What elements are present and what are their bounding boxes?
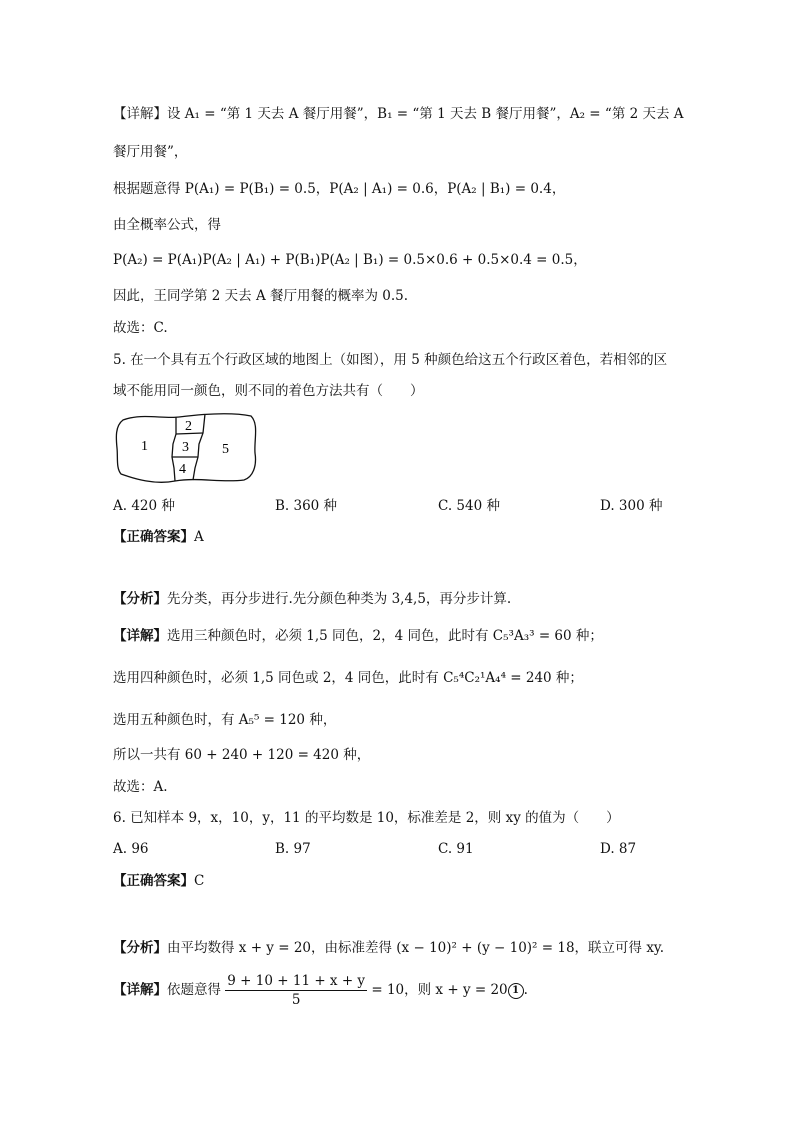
answer-value: C <box>194 873 205 889</box>
detail-line-5: P(A₂) = P(A₁)P(A₂ | A₁) + P(B₁)P(A₂ | B₁) = 0.5×0.6 + 0.5×0.4 = 0.5， <box>113 252 587 268</box>
analysis-label: 【分析】 <box>113 940 167 956</box>
q5-analysis <box>113 589 511 609</box>
map-label-5: 5 <box>222 442 229 457</box>
map-label-1: 1 <box>141 439 148 454</box>
region-map-figure <box>113 410 258 486</box>
q5-detail-5: 故选：A. <box>113 779 168 795</box>
answer-value: A <box>194 529 204 545</box>
detail-result: = 10，则 x + y = 20 <box>371 982 508 998</box>
detail-line-7: 故选：C. <box>113 320 168 336</box>
analysis-label: 【分析】 <box>113 591 167 607</box>
analysis-text: 由平均数得 x + y = 20，由标准差得 (x − 10)² + (y − 10)² = 18，联立可得 xy. <box>167 940 665 956</box>
question-5-line-2: 域不能用同一颜色，则不同的着色方法共有（ ） <box>113 383 424 399</box>
q5-detail-3: 选用五种颜色时，有 A₅⁵ = 120 种， <box>113 712 337 728</box>
detail-label: 【详解】 <box>113 982 167 998</box>
detail-line-2: 餐厅用餐”， <box>113 144 188 160</box>
q6-option-c: C. 91 <box>438 841 474 857</box>
q6-option-d: D. 87 <box>600 841 637 857</box>
detail-line-6: 因此，王同学第 2 天去 A 餐厅用餐的概率为 0.5. <box>113 288 409 304</box>
q5-detail-2: 选用四种颜色时，必须 1,5 同色或 2，4 同色，此时有 C₅⁴C₂¹A₄⁴ = 240 种； <box>113 670 583 686</box>
answer-label: 【正确答案】 <box>113 873 194 889</box>
q6-option-b: B. 97 <box>275 841 311 857</box>
q5-option-d: D. 300 种 <box>600 498 663 514</box>
q5-detail-1 <box>113 626 603 646</box>
detail-text: 依题意得 <box>167 982 221 998</box>
detail-text: 选用三种颜色时，必须 1,5 同色，2，4 同色，此时有 C₅³A₃³ = 60 种； <box>167 628 603 644</box>
q5-answer <box>113 527 204 547</box>
detail-label: 【详解】 <box>113 628 167 644</box>
map-label-3: 3 <box>182 440 189 455</box>
analysis-text: 先分类，再分步进行.先分颜色种类为 3,4,5，再分步计算. <box>167 591 512 607</box>
q6-option-a: A. 96 <box>113 841 149 857</box>
equation-number-circle: 1 <box>508 983 524 999</box>
q6-analysis <box>113 938 664 958</box>
q6-detail <box>113 970 528 1010</box>
question-6: 6. 已知样本 9，x，10，y，11 的平均数是 10，标准差是 2，则 xy 的值为（ ） <box>113 810 620 826</box>
q5-option-a: A. 420 种 <box>113 498 175 514</box>
fraction-numerator: 9 + 10 + 11 + x + y <box>227 973 366 989</box>
question-5-line-1: 5. 在一个具有五个行政区域的地图上（如图），用 5 种颜色给这五个行政区着色，若相邻的区 <box>113 352 668 368</box>
q5-detail-4: 所以一共有 60 + 240 + 120 = 420 种， <box>113 747 371 763</box>
fraction-denominator: 5 <box>291 992 301 1008</box>
q5-option-c: C. 540 种 <box>438 498 500 514</box>
answer-label: 【正确答案】 <box>113 529 194 545</box>
q6-answer <box>113 871 204 891</box>
mean-fraction <box>225 972 367 1009</box>
detail-line-1: 【详解】设 A₁ = “第 1 天去 A 餐厅用餐”，B₁ = “第 1 天去 B 餐厅用餐”，A₂ = “第 2 天去 A <box>113 106 684 122</box>
detail-end: . <box>523 982 528 998</box>
map-label-2: 2 <box>185 419 192 434</box>
detail-line-4: 由全概率公式，得 <box>113 217 221 233</box>
map-label-4: 4 <box>179 462 186 477</box>
detail-line-3: 根据题意得 P(A₁) = P(B₁) = 0.5，P(A₂ | A₁) = 0.6，P(A₂ | B₁) = 0.4， <box>113 181 566 197</box>
q5-option-b: B. 360 种 <box>275 498 338 514</box>
